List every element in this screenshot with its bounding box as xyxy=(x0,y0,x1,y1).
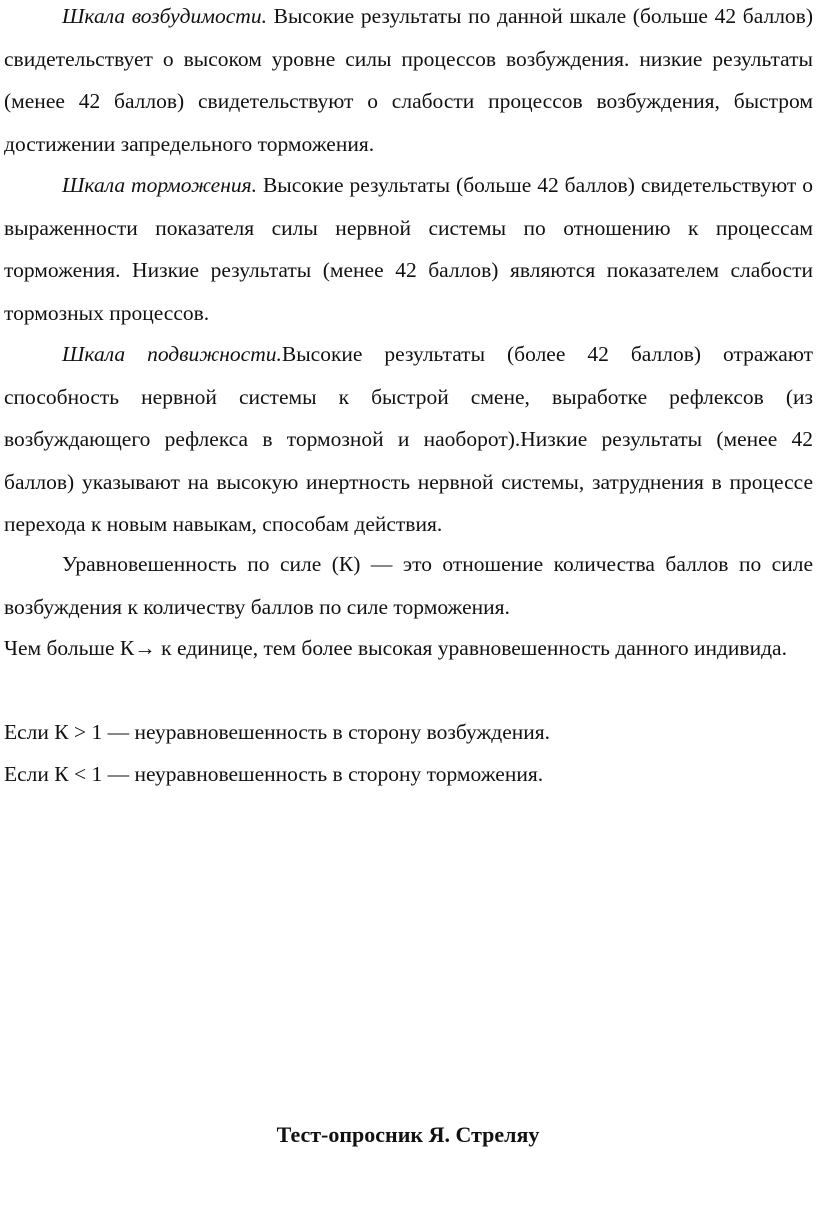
paragraph-mobility-scale xyxy=(4,333,813,546)
section-heading: Тест-опросник Я. Стреляу xyxy=(276,1122,540,1147)
paragraph-lead: Шкала торможения. xyxy=(62,173,257,197)
paragraph-balance-definition xyxy=(4,543,813,628)
paragraph-lead: Шкала подвижности. xyxy=(62,342,282,366)
paragraph-excitation-scale xyxy=(4,0,813,165)
paragraph-text: Высокие результаты по данной шкале (больше 42 баллов) свидетельствует о высоком уровне силы процессов возбуждения. низкие результаты (менее 42 баллов) свидетельствуют о слабости процессов возбуждения, быстром достижении запредельного торможения. xyxy=(4,4,813,156)
paragraph-text: Уравновешенность по силе (К) — это отношение количества баллов по силе возбуждения к количеству баллов по силе торможения. xyxy=(4,552,813,619)
paragraph-inhibition-scale xyxy=(4,164,813,334)
paragraph-k-greater xyxy=(4,711,813,754)
paragraph-text: Высокие результаты (больше 42 баллов) свидетельствуют о выраженности показателя силы нервной системы по отношению к процессам торможения. Низкие результаты (менее 42 баллов) являются показателем слабости тормозных процессов. xyxy=(4,173,813,325)
paragraph-k-less xyxy=(4,753,813,796)
paragraph-balance-closer xyxy=(4,627,813,670)
paragraph-text: Чем больше К→ к единице, тем более высокая уравновешенность данного индивида. xyxy=(4,636,787,660)
paragraph-text: Если К < 1 — неуравновешенность в сторону торможения. xyxy=(4,762,544,786)
paragraph-text: Если К > 1 — неуравновешенность в сторону возбуждения. xyxy=(4,720,551,744)
paragraph-lead: Шкала возбудимости. xyxy=(62,4,267,28)
paragraph-text: Высокие результаты (более 42 баллов) отражают способность нервной системы к быстрой смене, выработке рефлексов (из возбуждающего рефлекса в тормозной и наоборот).Низкие результаты (менее 42 баллов) указывают на высокую инертность нервной системы, затруднения в процессе перехода к новым навыкам, способам действия. xyxy=(4,342,814,536)
